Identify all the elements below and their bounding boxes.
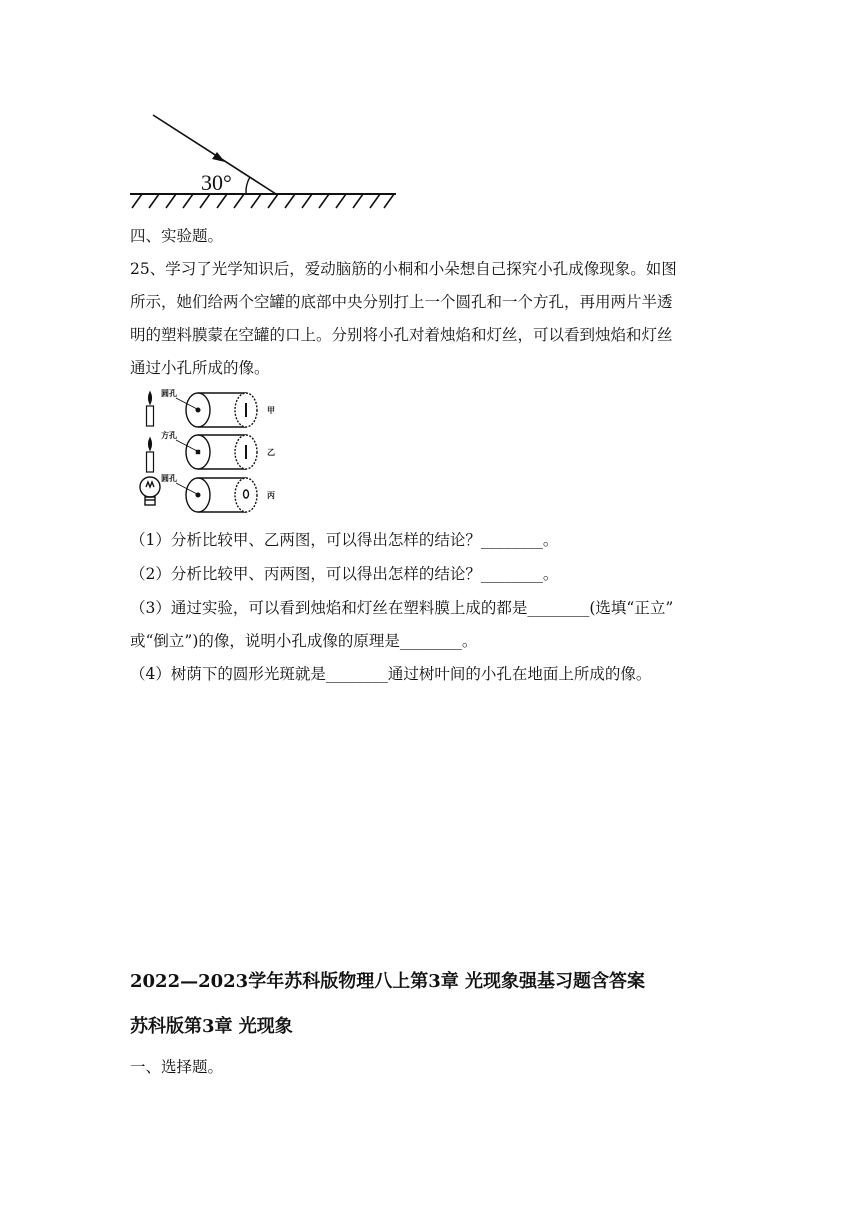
pinhole-figure — [130, 386, 282, 518]
q25-sub-1: （1）分析比较甲、乙两图，可以得出怎样的结论？________。 — [130, 531, 559, 549]
angle-arc — [246, 177, 250, 194]
light-bulb-icon — [140, 477, 160, 505]
can-label-bing: 丙 — [267, 491, 275, 500]
q25-line-1: 25、学习了光学知识后，爱动脑筋的小桐和小朵想自己探究小孔成像现象。如图 — [130, 260, 677, 278]
chapter-heading: 苏科版第3章 光现象 — [130, 1016, 293, 1037]
q25-sub-2: （2）分析比较甲、丙两图，可以得出怎样的结论？________。 — [130, 565, 559, 583]
mirror-hatching — [132, 194, 394, 208]
q25-sub-4: （4）树荫下的圆形光斑就是________通过树叶间的小孔在地面上所成的像。 — [130, 665, 652, 683]
can-jia — [186, 393, 257, 427]
hole-label-2: 方孔 — [161, 431, 177, 440]
q25-line-4: 通过小孔所成的像。 — [130, 359, 270, 377]
document-heading: 2022—2023学年苏科版物理八上第3章 光现象强基习题含答案 — [130, 971, 645, 992]
section-4-title: 四、实验题。 — [130, 227, 224, 245]
angle-label: 30° — [201, 170, 232, 195]
reflection-diagram — [128, 108, 400, 212]
hole-label-1: 圆孔 — [161, 389, 177, 398]
can-label-yi: 乙 — [267, 448, 275, 457]
q25-line-2: 所示，她们给两个空罐的底部中央分别打上一个圆孔和一个方孔，再用两片半透 — [130, 293, 673, 311]
q25-sub-3-line-1: （3）通过实验，可以看到烛焰和灯丝在塑料膜上成的都是________(选填“正立” — [130, 599, 674, 617]
q25-line-3: 明的塑料膜蒙在空罐的口上。分别将小孔对着烛焰和灯丝，可以看到烛焰和灯丝 — [130, 326, 673, 344]
candle-icon — [147, 392, 154, 426]
can-bing — [186, 478, 257, 512]
can-yi — [186, 435, 257, 469]
section-1-title: 一、选择题。 — [130, 1058, 224, 1076]
q25-sub-3-line-2: 或“倒立”)的像，说明小孔成像的原理是________。 — [130, 632, 478, 650]
hole-label-3: 圆孔 — [161, 474, 177, 483]
candle-icon — [147, 438, 154, 472]
can-label-jia: 甲 — [267, 406, 275, 415]
